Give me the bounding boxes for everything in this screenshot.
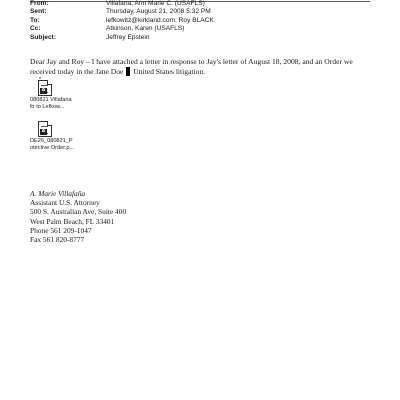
signature-fax: Fax 561 820-8777	[30, 235, 85, 245]
subject-value: Jeffrey Epstein	[106, 33, 150, 41]
signature-address-line1: 500 S. Australian Ave, Suite 400	[30, 207, 127, 217]
attachment-caption-line2: otective Order.p...	[30, 144, 75, 151]
signature-title: Assistant U.S. Attorney	[30, 198, 100, 208]
cc-value: Atkinson, Karen (USAFLS)	[106, 25, 185, 33]
acrobat-glyph: A	[41, 88, 46, 93]
from-value: Villafana, Ann Marie C. (USAFLS)	[106, 0, 205, 7]
body-line-2	[30, 67, 370, 77]
scan-speck	[39, 77, 41, 79]
header-row-sent	[30, 8, 370, 16]
attachment-villafana-letter[interactable]	[30, 80, 100, 110]
redaction-block	[126, 67, 130, 76]
pdf-file-icon	[38, 121, 52, 137]
signature-name: A. Marie Villafaña	[30, 189, 86, 198]
attachment-caption-line1: DE26_080821_P	[30, 138, 73, 144]
header-row-cc	[30, 25, 370, 33]
attachment-caption-line2: ltr to Lefkow...	[30, 103, 65, 110]
from-label: From:	[30, 0, 49, 7]
header-row-subject	[30, 34, 370, 42]
attachment-caption-line1: 080821 Villafana	[30, 97, 72, 103]
body-line-2-before: received today in the Jane Doe	[30, 66, 124, 76]
header-row-from	[30, 0, 370, 8]
cc-label: Cc:	[30, 25, 41, 33]
to-label: To:	[30, 16, 40, 24]
to-value: lefkowitz@kirkland.com; Roy BLACK	[106, 16, 214, 24]
signature-phone: Phone 561 209-1047	[30, 225, 92, 235]
body-line-2-after: United States litigation.	[133, 66, 206, 76]
subject-label: Subject:	[30, 33, 57, 41]
attachment-caption	[30, 138, 100, 151]
sent-value: Thursday, August 21, 2008 5:32 PM	[106, 8, 211, 16]
header-row-to	[30, 17, 370, 25]
email-header	[30, 0, 370, 42]
body-line-1: Dear Jay and Roy – I have attached a letter in response to Jay's letter of August 18, 2008, and an Order we	[30, 57, 353, 66]
sent-label: Sent:	[30, 8, 47, 16]
signature-block	[30, 189, 230, 244]
attachment-caption	[30, 97, 100, 110]
signature-address-line2: West Palm Beach, FL 33401	[30, 216, 115, 226]
attachment-protective-order[interactable]	[30, 121, 100, 151]
acrobat-glyph: A	[41, 129, 46, 134]
pdf-file-icon	[38, 80, 52, 96]
email-body	[30, 57, 370, 76]
